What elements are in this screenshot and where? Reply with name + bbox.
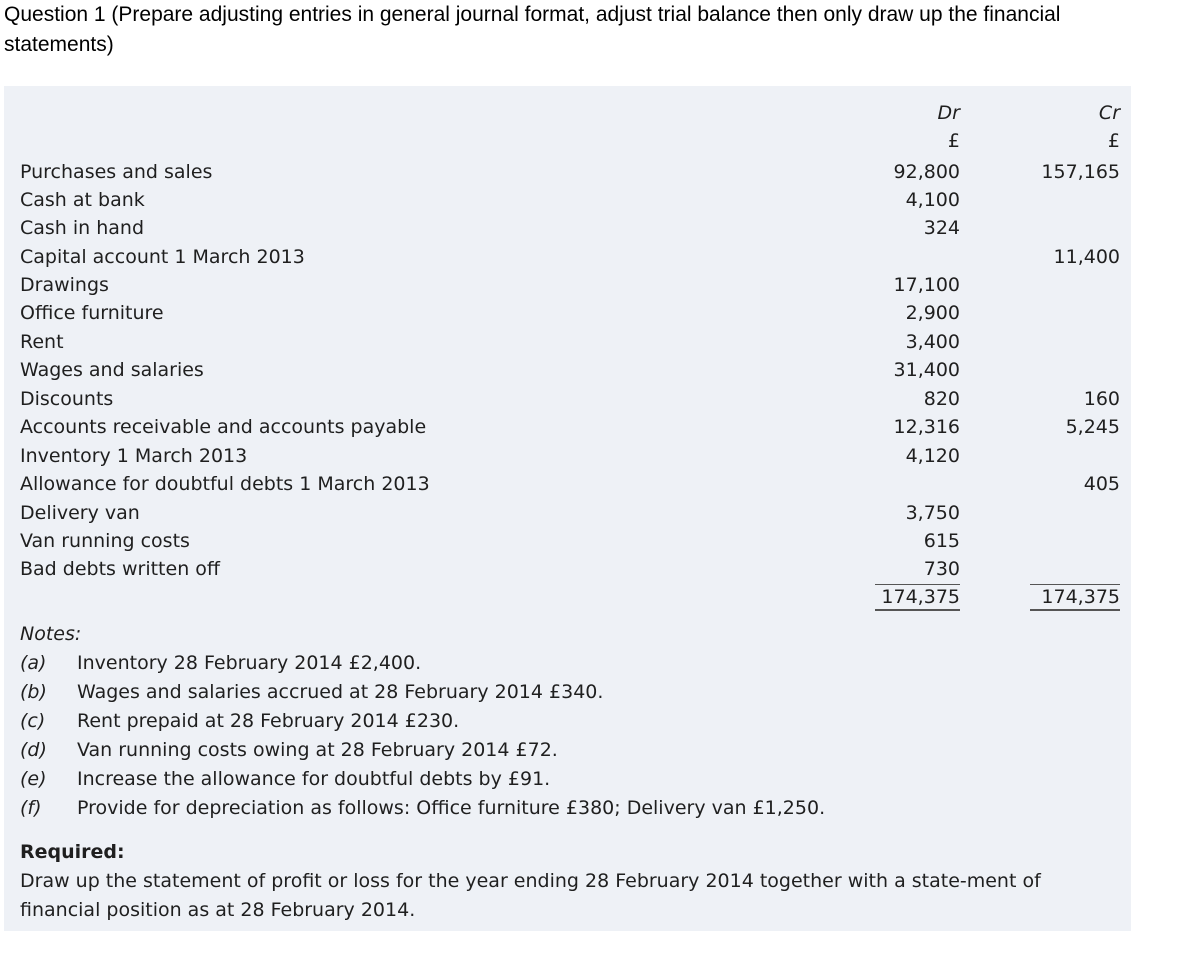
note-letter: (a) <box>20 652 47 674</box>
account-label: Office furniture <box>20 302 164 324</box>
table-row <box>20 413 1120 441</box>
note-text: Inventory 28 February 2014 £2,400. <box>77 652 422 674</box>
table-row <box>20 385 1120 413</box>
note-letter: (f) <box>20 797 42 819</box>
cr-value: 157,165 <box>1041 161 1120 183</box>
table-row <box>20 555 1120 583</box>
required-text: Draw up the statement of profit or loss for the year ending 28 February 2014 together with a state-ment of financial position as at 28 February 2014. <box>20 870 1041 921</box>
account-label: Wages and salaries <box>20 359 204 381</box>
table-row <box>20 243 1120 271</box>
dr-value: 12,316 <box>893 416 960 438</box>
table-row <box>20 158 1120 186</box>
cr-value: 5,245 <box>1065 416 1120 438</box>
dr-value: 324 <box>923 217 960 239</box>
dr-value: 3,400 <box>905 331 960 353</box>
account-label: Bad debts written off <box>20 558 220 580</box>
dr-value: 31,400 <box>893 359 960 381</box>
dr-value: 2,900 <box>905 302 960 324</box>
account-label: Rent <box>20 331 64 353</box>
cr-value: 405 <box>1083 473 1120 495</box>
dr-value: 4,120 <box>905 445 960 467</box>
list-item <box>20 678 1120 707</box>
required-title: Required: <box>20 841 125 863</box>
note-letter: (b) <box>20 681 47 703</box>
account-label: Accounts receivable and accounts payable <box>20 416 427 438</box>
question-panel <box>4 86 1131 931</box>
note-text: Van running costs owing at 28 February 2014 £72. <box>77 739 558 761</box>
table-row <box>20 499 1120 527</box>
note-letter: (e) <box>20 768 47 790</box>
totals-row <box>20 584 1120 612</box>
table-row <box>20 214 1120 242</box>
dr-value: 4,100 <box>905 189 960 211</box>
dr-value: 615 <box>923 530 960 552</box>
note-text: Rent prepaid at 28 February 2014 £230. <box>77 710 460 732</box>
dr-value: 820 <box>923 388 960 410</box>
note-letter: (c) <box>20 710 46 732</box>
table-row <box>20 299 1120 327</box>
list-item <box>20 736 1120 765</box>
total-cr: 174,375 <box>1030 584 1120 611</box>
dr-currency: £ <box>947 130 960 152</box>
notes-section <box>20 620 1120 823</box>
required-section <box>20 838 1110 925</box>
account-label: Cash at bank <box>20 189 145 211</box>
dr-value: 730 <box>923 558 960 580</box>
list-item <box>20 765 1120 794</box>
note-letter: (d) <box>20 739 47 761</box>
notes-title: Notes: <box>20 623 82 645</box>
total-dr: 174,375 <box>875 584 960 611</box>
dr-value: 92,800 <box>893 161 960 183</box>
cr-currency: £ <box>1107 130 1120 152</box>
note-text: Increase the allowance for doubtful debts by £91. <box>77 768 551 790</box>
cr-value: 11,400 <box>1053 246 1120 268</box>
table-row <box>20 527 1120 555</box>
account-label: Allowance for doubtful debts 1 March 2013 <box>20 473 430 495</box>
list-item <box>20 707 1120 736</box>
dr-value: 17,100 <box>893 274 960 296</box>
account-label: Purchases and sales <box>20 161 213 183</box>
note-text: Wages and salaries accrued at 28 February 2014 £340. <box>77 681 604 703</box>
table-row <box>20 356 1120 384</box>
note-text: Provide for depreciation as follows: Office furniture £380; Delivery van £1,250. <box>77 797 826 819</box>
dr-value: 3,750 <box>905 502 960 524</box>
dr-column-header: Dr <box>937 102 960 124</box>
table-row <box>20 442 1120 470</box>
account-label: Capital account 1 March 2013 <box>20 246 305 268</box>
account-label: Inventory 1 March 2013 <box>20 445 248 467</box>
account-label: Van running costs <box>20 530 190 552</box>
account-label: Delivery van <box>20 502 140 524</box>
account-label: Drawings <box>20 274 109 296</box>
table-row <box>20 186 1120 214</box>
account-label: Cash in hand <box>20 217 145 239</box>
table-row <box>20 271 1120 299</box>
list-item <box>20 649 1120 678</box>
question-title: Question 1 (Prepare adjusting entries in general journal format, adjust trial balance then only draw up the financial statements) <box>4 3 1061 56</box>
cr-value: 160 <box>1083 388 1120 410</box>
table-row <box>20 470 1120 498</box>
cr-column-header: Cr <box>1098 102 1120 124</box>
table-row <box>20 328 1120 356</box>
account-label: Discounts <box>20 388 114 410</box>
list-item <box>20 794 1120 823</box>
